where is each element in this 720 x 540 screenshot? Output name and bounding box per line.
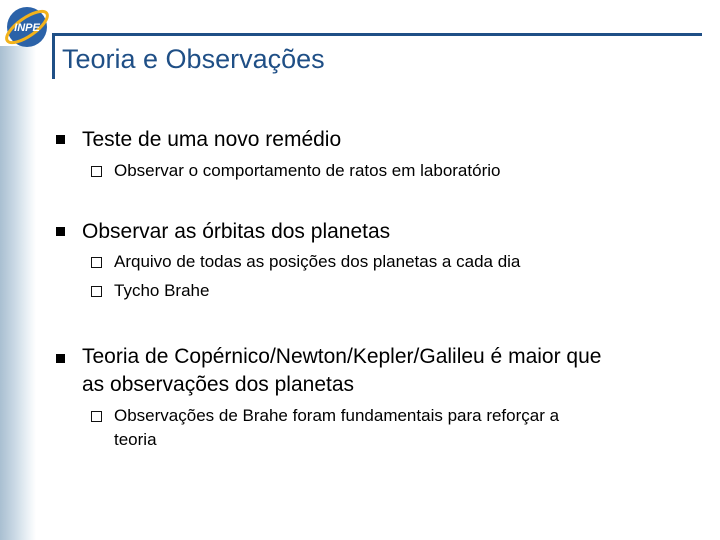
slide-title: Teoria e Observações (62, 44, 325, 74)
bullet-text: Teste de uma novo remédio (82, 128, 342, 151)
sub-bullet-text-line2: teoria (114, 430, 157, 449)
svg-text:INPE: INPE (14, 22, 40, 34)
square-bullet-icon (56, 227, 65, 236)
sub-bullet-text: Observar o comportamento de ratos em laboratório (114, 161, 501, 180)
bullet-text-line1: Teoria de Copérnico/Newton/Kepler/Galileu é maior que (82, 345, 602, 368)
bullet-text-line2: as observações dos planetas (82, 373, 355, 396)
checkbox-bullet-icon (91, 166, 102, 177)
sub-bullet-text-line1: Observações de Brahe foram fundamentais para reforçar a (114, 406, 560, 425)
sub-bullet-text: Tycho Brahe (114, 281, 210, 300)
square-bullet-icon (56, 135, 65, 144)
checkbox-bullet-icon (91, 411, 102, 422)
bullet-text: Observar as órbitas dos planetas (82, 220, 391, 243)
sub-bullet-text: Arquivo de todas as posições dos planetas a cada dia (114, 252, 521, 271)
checkbox-bullet-icon (91, 257, 102, 268)
checkbox-bullet-icon (91, 286, 102, 297)
square-bullet-icon (56, 354, 65, 363)
